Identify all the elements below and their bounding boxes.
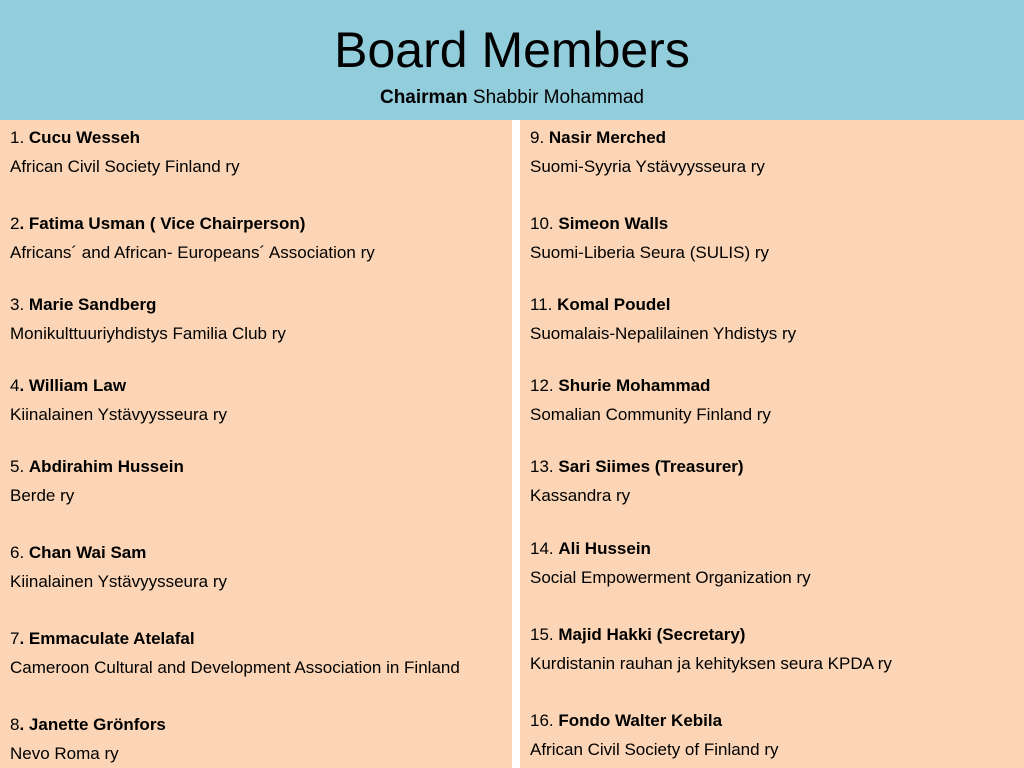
member-organization: Monikulttuuriyhdistys Familia Club ry (10, 324, 286, 343)
chairman-name: Shabbir Mohammad (472, 87, 644, 108)
member-name: Cucu Wesseh (28, 128, 141, 147)
left-column (0, 120, 512, 768)
member-4 (10, 371, 227, 429)
member-name: Nasir Merched (548, 128, 667, 147)
member-number: 3. (10, 295, 29, 314)
member-7 (10, 624, 460, 682)
member-organization: African Civil Society of Finland ry (530, 740, 779, 759)
member-organization: Berde ry (10, 486, 75, 505)
member-16 (530, 706, 778, 764)
member-number: 1. (10, 128, 29, 147)
page-title: Board Members (334, 22, 690, 78)
member-organization: Suomi-Syyria Ystävyysseura ry (530, 157, 765, 176)
member-organization: Kiinalainen Ystävyysseura ry (10, 405, 228, 424)
member-number: 9. (530, 128, 549, 147)
member-organization: Social Empowerment Organization ry (530, 568, 811, 587)
member-name: Shurie Mohammad (558, 376, 711, 395)
member-organization: Nevo Roma ry (10, 744, 119, 763)
member-organization: Suomalais-Nepalilainen Yhdistys ry (530, 324, 797, 343)
member-10 (530, 209, 769, 267)
header-banner (0, 0, 1024, 120)
member-1 (10, 123, 240, 181)
right-column (520, 120, 1024, 768)
member-organization: Kassandra ry (530, 486, 631, 505)
member-organization: African Civil Society Finland ry (10, 157, 240, 176)
member-number: 13. (530, 457, 559, 476)
member-13 (530, 452, 744, 510)
member-number: 16. (530, 711, 559, 730)
chairman-line (0, 86, 1024, 110)
member-name: Fondo Walter Kebila (558, 711, 723, 730)
member-number: 5. (10, 457, 29, 476)
member-name: Chan Wai Sam (28, 543, 147, 562)
member-organization: Africans´ and African- Europeans´ Association ry (10, 243, 375, 262)
member-9 (530, 123, 765, 181)
member-number: 14. (530, 539, 559, 558)
member-number: 4 (10, 376, 20, 395)
member-name: Majid Hakki (Secretary) (558, 625, 746, 644)
member-5 (10, 452, 184, 510)
member-name: Marie Sandberg (28, 295, 157, 314)
member-number: 2 (10, 214, 20, 233)
member-number: 12. (530, 376, 559, 395)
member-name: . Fatima Usman ( Vice Chairperson) (19, 214, 306, 233)
member-organization: Suomi-Liberia Seura (SULIS) ry (530, 243, 770, 262)
member-number: 8 (10, 715, 20, 734)
member-organization: Kiinalainen Ystävyysseura ry (10, 572, 228, 591)
member-number: 6. (10, 543, 29, 562)
member-name: . Janette Grönfors (19, 715, 166, 734)
member-number: 15. (530, 625, 559, 644)
member-name: Ali Hussein (558, 539, 651, 558)
chairman-label: Chairman (379, 87, 468, 108)
member-name: Simeon Walls (558, 214, 669, 233)
member-organization: Cameroon Cultural and Development Association in Finland (10, 658, 460, 677)
member-12 (530, 371, 771, 429)
member-6 (10, 538, 227, 596)
member-name: Sari Siimes (Treasurer) (558, 457, 744, 476)
member-number: 7 (10, 629, 20, 648)
member-name: . William Law (19, 376, 127, 395)
member-name: Abdirahim Hussein (28, 457, 184, 476)
member-14 (530, 534, 811, 592)
member-number: 11. (530, 295, 558, 314)
member-organization: Somalian Community Finland ry (530, 405, 771, 424)
member-8 (10, 710, 166, 768)
member-name: Komal Poudel (557, 295, 671, 314)
member-15 (530, 620, 892, 678)
member-2 (10, 209, 375, 267)
member-3 (10, 290, 286, 348)
member-name: . Emmaculate Atelafal (19, 629, 195, 648)
member-number: 10. (530, 214, 559, 233)
member-organization: Kurdistanin rauhan ja kehityksen seura KPDA ry (530, 654, 892, 673)
member-11 (530, 290, 796, 348)
